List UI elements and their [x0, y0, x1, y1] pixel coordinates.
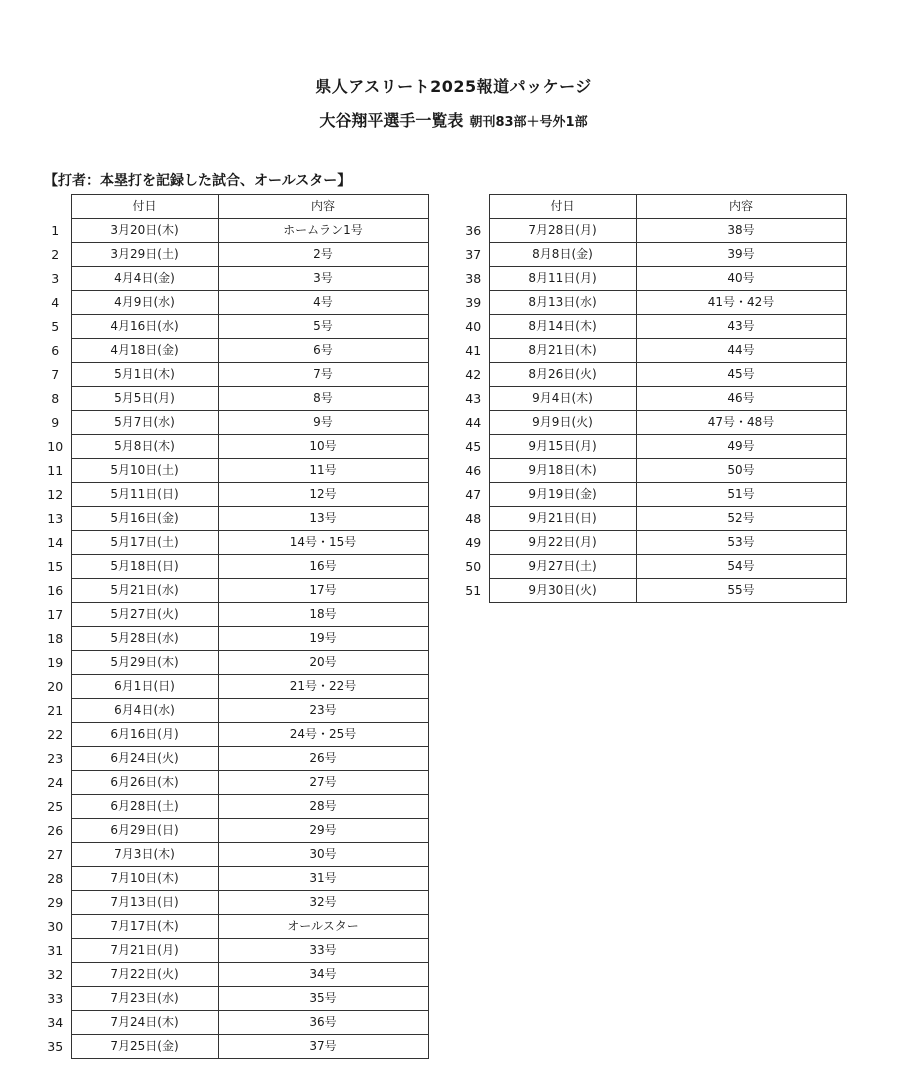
table-row	[458, 267, 846, 291]
table-row	[40, 603, 428, 627]
row-content: 36号	[218, 1011, 428, 1035]
table-row	[40, 579, 428, 603]
row-date: 5月27日(火)	[71, 603, 218, 627]
table-row	[458, 243, 846, 267]
row-date: 4月9日(水)	[71, 291, 218, 315]
row-number: 40	[465, 319, 482, 334]
row-date: 4月4日(金)	[71, 267, 218, 291]
row-content: 40号	[636, 267, 846, 291]
table-row	[40, 843, 428, 867]
table-row	[40, 363, 428, 387]
row-date: 9月18日(木)	[489, 459, 636, 483]
row-date: 7月22日(火)	[71, 963, 218, 987]
row-content: 13号	[218, 507, 428, 531]
header-date: 付日	[489, 195, 636, 219]
row-date: 3月20日(木)	[71, 219, 218, 243]
table-row	[40, 483, 428, 507]
row-content: 49号	[636, 435, 846, 459]
row-content: 9号	[218, 411, 428, 435]
row-content: 14号・15号	[218, 531, 428, 555]
table-row	[458, 435, 846, 459]
table-row	[40, 651, 428, 675]
table-row	[40, 531, 428, 555]
row-date: 9月22日(月)	[489, 531, 636, 555]
row-content: 18号	[218, 603, 428, 627]
row-date: 8月13日(水)	[489, 291, 636, 315]
row-date: 5月11日(日)	[71, 483, 218, 507]
row-date: 5月5日(月)	[71, 387, 218, 411]
row-content: 17号	[218, 579, 428, 603]
table-row	[40, 219, 428, 243]
row-number: 49	[465, 535, 482, 550]
table-row	[40, 411, 428, 435]
row-number: 14	[47, 535, 64, 550]
row-date: 6月24日(火)	[71, 747, 218, 771]
row-date: 7月10日(木)	[71, 867, 218, 891]
row-number: 30	[47, 919, 64, 934]
row-content: 7号	[218, 363, 428, 387]
row-date: 9月4日(木)	[489, 387, 636, 411]
row-content: 24号・25号	[218, 723, 428, 747]
row-content: 37号	[218, 1035, 428, 1059]
table-row	[40, 723, 428, 747]
row-content: 23号	[218, 699, 428, 723]
row-date: 8月11日(月)	[489, 267, 636, 291]
row-number: 41	[465, 343, 482, 358]
row-date: 9月30日(火)	[489, 579, 636, 603]
row-number: 36	[465, 223, 482, 238]
row-content: 54号	[636, 555, 846, 579]
row-number: 50	[465, 559, 482, 574]
table-row	[40, 459, 428, 483]
row-date: 4月18日(金)	[71, 339, 218, 363]
row-number: 28	[47, 871, 64, 886]
row-content: 51号	[636, 483, 846, 507]
row-number: 3	[51, 271, 60, 286]
row-content: 34号	[218, 963, 428, 987]
table-row	[40, 867, 428, 891]
table-row	[458, 531, 846, 555]
table-row	[40, 675, 428, 699]
row-date: 9月9日(火)	[489, 411, 636, 435]
row-content: 4号	[218, 291, 428, 315]
row-content: 43号	[636, 315, 846, 339]
row-date: 7月23日(水)	[71, 987, 218, 1011]
row-number: 43	[465, 391, 482, 406]
row-number: 38	[465, 271, 482, 286]
row-date: 5月10日(土)	[71, 459, 218, 483]
row-number: 18	[47, 631, 64, 646]
row-number: 26	[47, 823, 64, 838]
table-row	[40, 891, 428, 915]
row-date: 7月17日(木)	[71, 915, 218, 939]
row-content: 12号	[218, 483, 428, 507]
table-row	[40, 1011, 428, 1035]
table-row	[40, 963, 428, 987]
row-date: 9月15日(月)	[489, 435, 636, 459]
table-row	[458, 579, 846, 603]
table-row	[40, 507, 428, 531]
row-content: 44号	[636, 339, 846, 363]
row-content: 30号	[218, 843, 428, 867]
table-row	[40, 555, 428, 579]
row-content: 2号	[218, 243, 428, 267]
row-number: 20	[47, 679, 64, 694]
row-number: 6	[51, 343, 60, 358]
header-blank-cell	[40, 195, 71, 219]
row-number: 46	[465, 463, 482, 478]
row-number: 39	[465, 295, 482, 310]
row-content: 32号	[218, 891, 428, 915]
section-label: 【打者：本塁打を記録した試合、オールスター】	[44, 173, 352, 189]
row-content: 28号	[218, 795, 428, 819]
row-date: 5月21日(水)	[71, 579, 218, 603]
row-number: 10	[47, 439, 64, 454]
table-row	[40, 699, 428, 723]
table-row	[40, 315, 428, 339]
row-number: 31	[47, 943, 64, 958]
row-number: 2	[51, 247, 60, 262]
table-row	[40, 771, 428, 795]
row-number: 35	[47, 1039, 64, 1054]
row-number: 4	[51, 295, 60, 310]
row-number: 27	[47, 847, 64, 862]
table-row	[40, 987, 428, 1011]
row-date: 7月24日(木)	[71, 1011, 218, 1035]
row-date: 6月28日(土)	[71, 795, 218, 819]
row-date: 7月3日(木)	[71, 843, 218, 867]
row-date: 7月28日(月)	[489, 219, 636, 243]
table-row	[40, 819, 428, 843]
table-row	[40, 243, 428, 267]
row-number: 7	[51, 367, 60, 382]
table-row	[40, 1035, 428, 1059]
record-table-left	[40, 194, 429, 1059]
row-date: 9月19日(金)	[489, 483, 636, 507]
row-content: 45号	[636, 363, 846, 387]
row-number: 17	[47, 607, 64, 622]
table-header-row	[40, 195, 428, 219]
row-content: 52号	[636, 507, 846, 531]
row-date: 7月25日(金)	[71, 1035, 218, 1059]
row-date: 6月1日(日)	[71, 675, 218, 699]
table-row	[458, 363, 846, 387]
row-date: 8月8日(金)	[489, 243, 636, 267]
row-number: 23	[47, 751, 64, 766]
header-date: 付日	[71, 195, 218, 219]
row-content: ホームラン1号	[218, 219, 428, 243]
row-date: 8月14日(木)	[489, 315, 636, 339]
row-content: 3号	[218, 267, 428, 291]
row-content: 31号	[218, 867, 428, 891]
table-row	[40, 915, 428, 939]
row-content: 16号	[218, 555, 428, 579]
row-date: 5月7日(水)	[71, 411, 218, 435]
row-content: 19号	[218, 627, 428, 651]
header-content: 内容	[218, 195, 428, 219]
table-row	[458, 387, 846, 411]
row-content: 5号	[218, 315, 428, 339]
row-content: 39号	[636, 243, 846, 267]
table-row	[458, 411, 846, 435]
row-content: 41号・42号	[636, 291, 846, 315]
row-number: 47	[465, 487, 482, 502]
row-number: 12	[47, 487, 64, 502]
row-number: 9	[51, 415, 60, 430]
row-number: 37	[465, 247, 482, 262]
row-number: 15	[47, 559, 64, 574]
table-row	[40, 627, 428, 651]
row-date: 5月28日(水)	[71, 627, 218, 651]
row-number: 42	[465, 367, 482, 382]
table-header-row	[458, 195, 846, 219]
row-number: 8	[51, 391, 60, 406]
row-number: 13	[47, 511, 64, 526]
header-blank-cell	[458, 195, 489, 219]
row-date: 5月17日(土)	[71, 531, 218, 555]
row-date: 6月29日(日)	[71, 819, 218, 843]
row-number: 29	[47, 895, 64, 910]
row-number: 33	[47, 991, 64, 1006]
row-content: 8号	[218, 387, 428, 411]
row-date: 8月26日(火)	[489, 363, 636, 387]
table-row	[458, 339, 846, 363]
row-content: 21号・22号	[218, 675, 428, 699]
row-date: 9月21日(日)	[489, 507, 636, 531]
row-date: 7月13日(日)	[71, 891, 218, 915]
row-content: 10号	[218, 435, 428, 459]
row-number: 24	[47, 775, 64, 790]
row-date: 8月21日(木)	[489, 339, 636, 363]
row-date: 6月26日(木)	[71, 771, 218, 795]
row-number: 1	[51, 223, 60, 238]
table-row	[458, 315, 846, 339]
record-table-right	[458, 194, 847, 603]
row-date: 5月8日(木)	[71, 435, 218, 459]
row-number: 51	[465, 583, 482, 598]
row-content: 26号	[218, 747, 428, 771]
row-number: 5	[51, 319, 60, 334]
table-row	[40, 435, 428, 459]
table-row	[40, 387, 428, 411]
row-content: オールスター	[218, 915, 428, 939]
table-row	[40, 291, 428, 315]
row-content: 6号	[218, 339, 428, 363]
row-date: 3月29日(土)	[71, 243, 218, 267]
row-date: 9月27日(土)	[489, 555, 636, 579]
table-row	[458, 459, 846, 483]
row-number: 34	[47, 1015, 64, 1030]
row-number: 11	[47, 463, 64, 478]
row-number: 22	[47, 727, 64, 742]
row-date: 4月16日(水)	[71, 315, 218, 339]
row-date: 5月29日(木)	[71, 651, 218, 675]
row-number: 48	[465, 511, 482, 526]
row-date: 5月16日(金)	[71, 507, 218, 531]
row-number: 19	[47, 655, 64, 670]
row-date: 5月1日(木)	[71, 363, 218, 387]
row-number: 32	[47, 967, 64, 982]
table-row	[458, 555, 846, 579]
row-date: 7月21日(月)	[71, 939, 218, 963]
row-number: 44	[465, 415, 482, 430]
header-content: 内容	[636, 195, 846, 219]
row-number: 45	[465, 439, 482, 454]
subtitle-main: 大谷翔平選手一覧表	[319, 111, 464, 130]
row-content: 27号	[218, 771, 428, 795]
row-content: 20号	[218, 651, 428, 675]
row-date: 6月16日(月)	[71, 723, 218, 747]
row-content: 46号	[636, 387, 846, 411]
table-row	[40, 339, 428, 363]
row-date: 6月4日(水)	[71, 699, 218, 723]
row-content: 33号	[218, 939, 428, 963]
table-row	[458, 483, 846, 507]
row-number: 25	[47, 799, 64, 814]
row-content: 53号	[636, 531, 846, 555]
table-row	[458, 507, 846, 531]
row-number: 16	[47, 583, 64, 598]
row-date: 5月18日(日)	[71, 555, 218, 579]
row-number: 21	[47, 703, 64, 718]
table-row	[458, 291, 846, 315]
table-row	[40, 267, 428, 291]
document-title: 県人アスリート2025報道パッケージ	[315, 77, 592, 96]
row-content: 55号	[636, 579, 846, 603]
row-content: 35号	[218, 987, 428, 1011]
subtitle-note: 朝刊83部＋号外1部	[469, 115, 588, 130]
row-content: 38号	[636, 219, 846, 243]
table-row	[40, 795, 428, 819]
table-row	[40, 939, 428, 963]
table-row	[458, 219, 846, 243]
row-content: 50号	[636, 459, 846, 483]
row-content: 11号	[218, 459, 428, 483]
table-row	[40, 747, 428, 771]
row-content: 47号・48号	[636, 411, 846, 435]
row-content: 29号	[218, 819, 428, 843]
document-subtitle	[0, 108, 907, 131]
